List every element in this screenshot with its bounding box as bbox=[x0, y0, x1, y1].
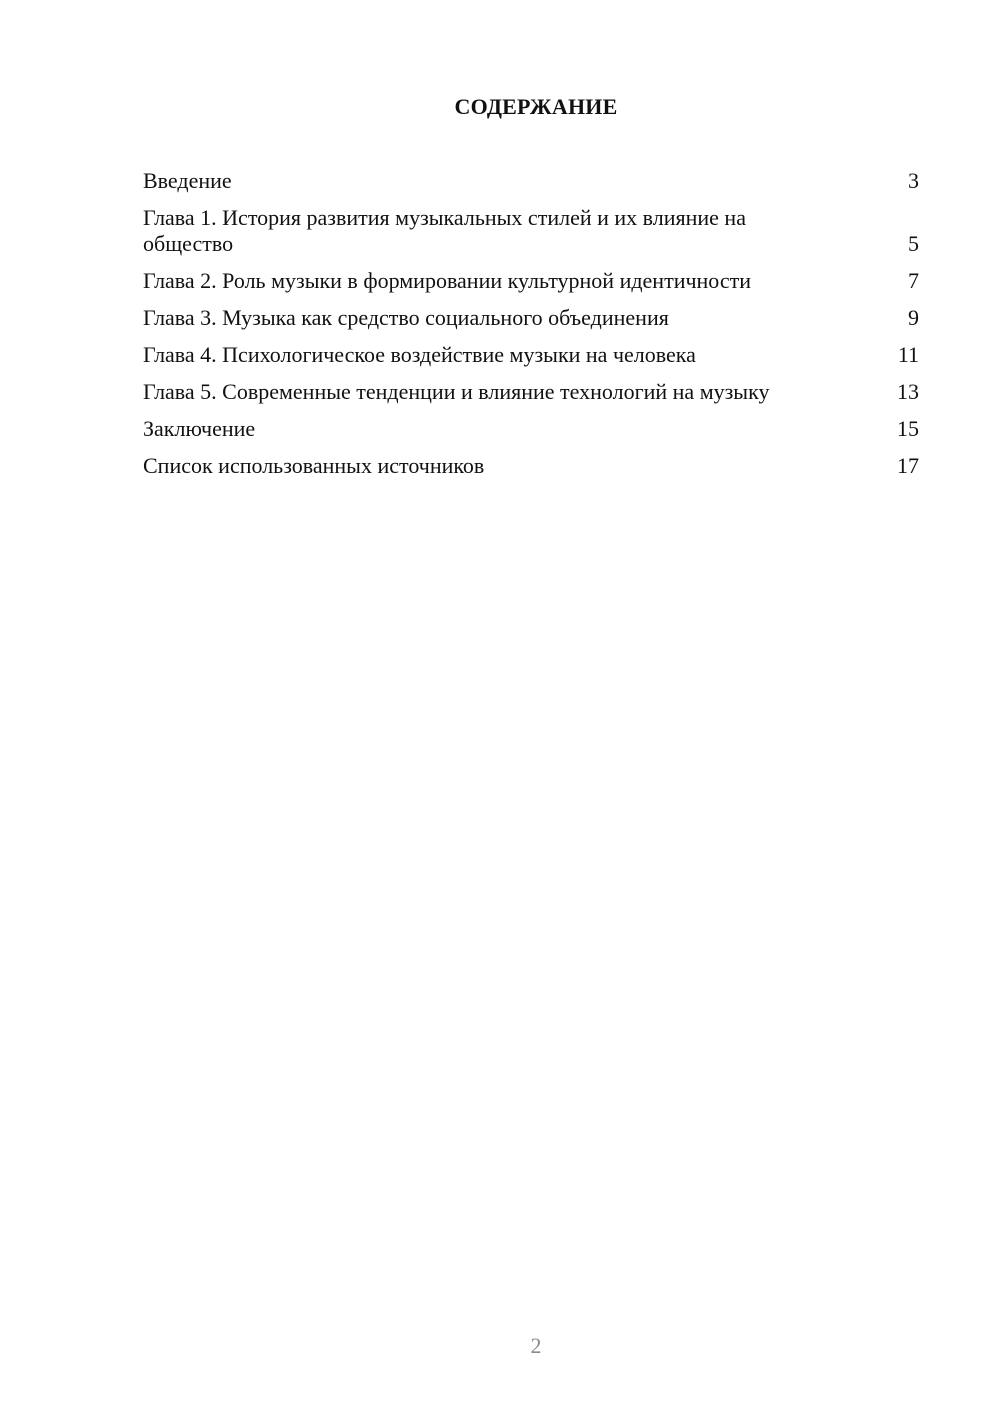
toc-entry-chapter-2 bbox=[143, 268, 919, 294]
toc-entry-title: Список использованных источников bbox=[143, 453, 485, 478]
toc-entry-page: 15 bbox=[897, 416, 919, 441]
toc-entry-page: 17 bbox=[897, 453, 919, 478]
toc-entry-page: 5 bbox=[908, 231, 919, 256]
table-of-contents bbox=[143, 168, 919, 490]
toc-entry-title: Глава 4. Психологическое воздействие музыки на человека bbox=[143, 342, 696, 367]
toc-entry-chapter-5 bbox=[143, 379, 919, 405]
page-number: 2 bbox=[530, 1333, 542, 1358]
page-title: СОДЕРЖАНИЕ bbox=[454, 94, 618, 119]
toc-entry-page: 7 bbox=[908, 268, 919, 293]
toc-entry-page: 9 bbox=[908, 305, 919, 330]
toc-entry-title: Глава 2. Роль музыки в формировании культурной идентичности bbox=[143, 268, 752, 293]
toc-entry-page: 13 bbox=[897, 379, 919, 404]
toc-entry-title: Введение bbox=[143, 168, 232, 193]
toc-entry-page: 3 bbox=[908, 168, 919, 193]
toc-entry-title: Глава 5. Современные тенденции и влияние технологий на музыку bbox=[143, 379, 770, 404]
toc-entry-chapter-1 bbox=[143, 205, 919, 257]
toc-entry-conclusion bbox=[143, 416, 919, 442]
toc-entry-title: Глава 1. История развития музыкальных стилей и их влияние на общество bbox=[143, 205, 746, 256]
toc-entry-chapter-4 bbox=[143, 342, 919, 368]
toc-entry-title: Заключение bbox=[143, 416, 256, 441]
toc-entry-introduction bbox=[143, 168, 919, 194]
toc-entry-references bbox=[143, 453, 919, 479]
toc-entry-title: Глава 3. Музыка как средство социального объединения bbox=[143, 305, 669, 330]
toc-entry-page: 11 bbox=[897, 342, 919, 367]
toc-entry-chapter-3 bbox=[143, 305, 919, 331]
